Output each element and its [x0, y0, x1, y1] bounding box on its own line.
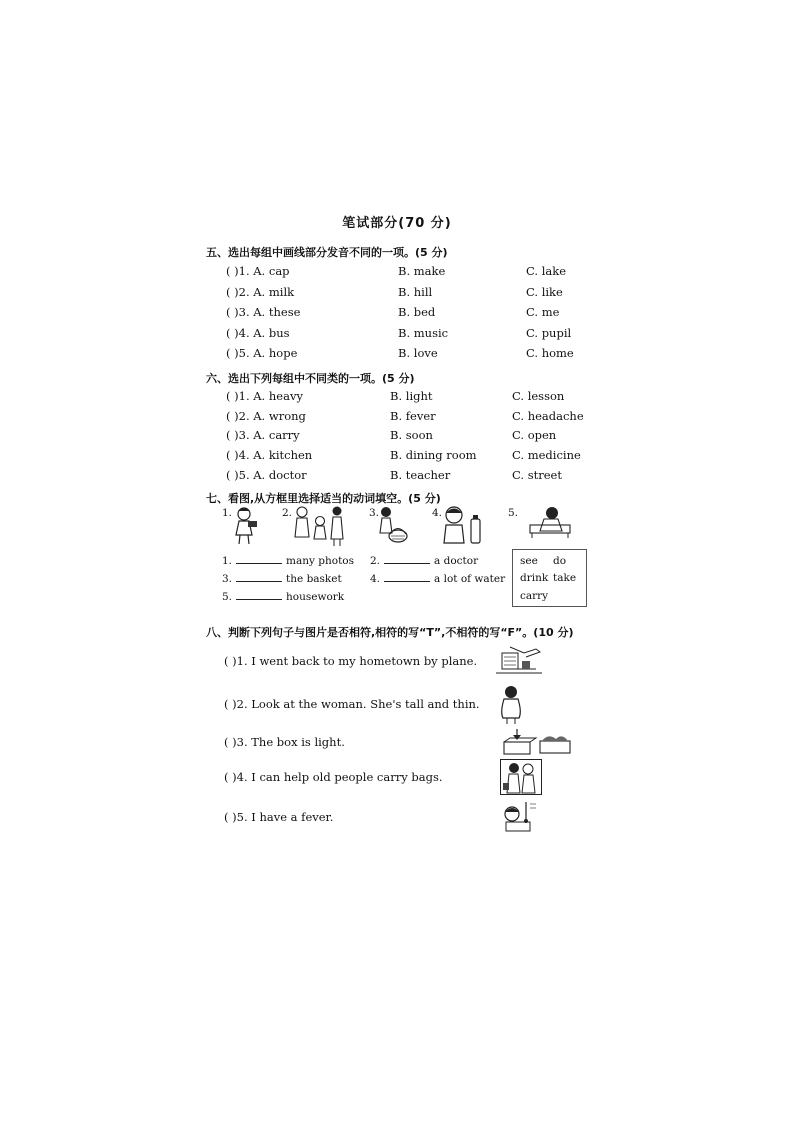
- section6-item-3-option-c: C. open: [512, 428, 557, 443]
- boy-drinking-water-icon: [440, 505, 484, 545]
- word-take: take: [553, 572, 577, 584]
- section5-item-1-option-c: C. lake: [526, 264, 567, 278]
- section6-item-2-option-a: ( )2. A. wrong: [226, 408, 306, 423]
- word-box: [512, 549, 587, 607]
- section6-item-3-option-b: B. soon: [390, 428, 433, 443]
- section5-item-2-option-c: C. like: [526, 284, 563, 299]
- blank-row-1: [222, 554, 354, 567]
- heavy-box-icon: [500, 729, 574, 755]
- s8-item-1: ( )1. I went back to my hometown by plane.: [224, 654, 478, 668]
- section6-item-4-option-b: B. dining room: [390, 448, 477, 463]
- section6-item-1-option-a: ( )1. A. heavy: [226, 389, 303, 403]
- blank-5-text: housework: [286, 591, 345, 603]
- pic-label-4: 4.: [432, 507, 443, 519]
- answer-blank-4[interactable]: [384, 572, 430, 582]
- pic-label-5: 5.: [508, 507, 519, 519]
- section6-item-2-option-c: C. headache: [512, 408, 584, 423]
- section8-heading: 八、判断下列句子与图片是否相符,相符的写“T”,不相符的写“F”。(10 分): [206, 626, 574, 639]
- section5-item-2-option-b: B. hill: [398, 284, 433, 299]
- blank-1-text: many photos: [286, 555, 355, 567]
- section5-item-4-option-b: B. music: [398, 325, 449, 340]
- blank-row-4: [370, 572, 505, 585]
- section5-heading: 五、选出每组中画线部分发音不同的一项。(5 分): [206, 246, 448, 259]
- blank-row-2: [370, 554, 478, 567]
- section6-heading: 六、选出下列每组中不同类的一项。(5 分): [206, 372, 415, 385]
- answer-blank-2[interactable]: [384, 554, 430, 564]
- blank-4-text: a lot of water: [434, 573, 506, 585]
- section6-item-4-option-c: C. medicine: [512, 448, 581, 463]
- blank-4-num: 4.: [370, 573, 381, 585]
- section5-item-1-option-a: ( )1. A. cap: [226, 264, 290, 278]
- word-drink: drink: [520, 572, 549, 584]
- s8-item-3: ( )3. The box is light.: [224, 735, 345, 749]
- word-see: see: [520, 555, 538, 567]
- word-carry: carry: [520, 590, 549, 602]
- section6-item-5-option-c: C. street: [512, 467, 562, 482]
- section5-item-3-option-b: B. bed: [398, 305, 436, 320]
- section6-item-5-option-b: B. teacher: [390, 467, 451, 482]
- answer-blank-3[interactable]: [236, 572, 282, 582]
- plane-and-town-icon: [496, 643, 542, 675]
- answer-blank-5[interactable]: [236, 590, 282, 600]
- section6-item-2-option-b: B. fever: [390, 408, 436, 423]
- sick-child-icon: [500, 800, 540, 832]
- page-title: 笔试部分(70 分): [342, 216, 452, 231]
- girl-with-camera-icon: [230, 505, 264, 545]
- section6-item-3-option-a: ( )3. A. carry: [226, 428, 300, 443]
- section5-item-5-option-a: ( )5. A. hope: [226, 346, 298, 361]
- helping-old-people-icon: [500, 759, 542, 795]
- blank-row-3: [222, 572, 342, 585]
- pic-label-2: 2.: [282, 507, 293, 519]
- section6-item-1-option-c: C. lesson: [512, 389, 565, 403]
- section5-item-4-option-a: ( )4. A. bus: [226, 325, 290, 340]
- section5-item-2-option-a: ( )2. A. milk: [226, 284, 295, 299]
- section5-item-5-option-c: C. home: [526, 346, 574, 361]
- section6-item-1-option-b: B. light: [390, 389, 433, 403]
- blank-2-text: a doctor: [434, 555, 479, 567]
- pic-label-3: 3.: [369, 507, 380, 519]
- s8-item-2: ( )2. Look at the woman. She's tall and thin.: [224, 697, 480, 711]
- doctor-and-family-icon: [292, 505, 348, 547]
- section5-item-3-option-a: ( )3. A. these: [226, 305, 301, 320]
- section7-heading: 七、看图,从方框里选择适当的动词填空。(5 分): [206, 492, 441, 505]
- blank-row-5: [222, 590, 344, 603]
- section6-item-5-option-a: ( )5. A. doctor: [226, 467, 307, 482]
- blank-3-text: the basket: [286, 573, 342, 585]
- girl-doing-housework-icon: [526, 505, 574, 539]
- blank-3-num: 3.: [222, 573, 233, 585]
- blank-1-num: 1.: [222, 555, 233, 567]
- section6-item-4-option-a: ( )4. A. kitchen: [226, 448, 313, 463]
- child-with-basket-icon: [377, 505, 409, 545]
- blank-2-num: 2.: [370, 555, 381, 567]
- pic-label-1: 1.: [222, 507, 233, 519]
- s8-item-4: ( )4. I can help old people carry bags.: [224, 770, 443, 784]
- section5-item-5-option-b: B. love: [398, 346, 438, 361]
- word-do: do: [553, 555, 567, 567]
- section5-item-3-option-c: C. me: [526, 305, 560, 320]
- answer-blank-1[interactable]: [236, 554, 282, 564]
- section5-item-4-option-c: C. pupil: [526, 325, 572, 340]
- s8-item-5: ( )5. I have a fever.: [224, 810, 334, 824]
- section5-item-1-option-b: B. make: [398, 264, 446, 278]
- short-woman-icon: [498, 684, 524, 724]
- blank-5-num: 5.: [222, 591, 233, 603]
